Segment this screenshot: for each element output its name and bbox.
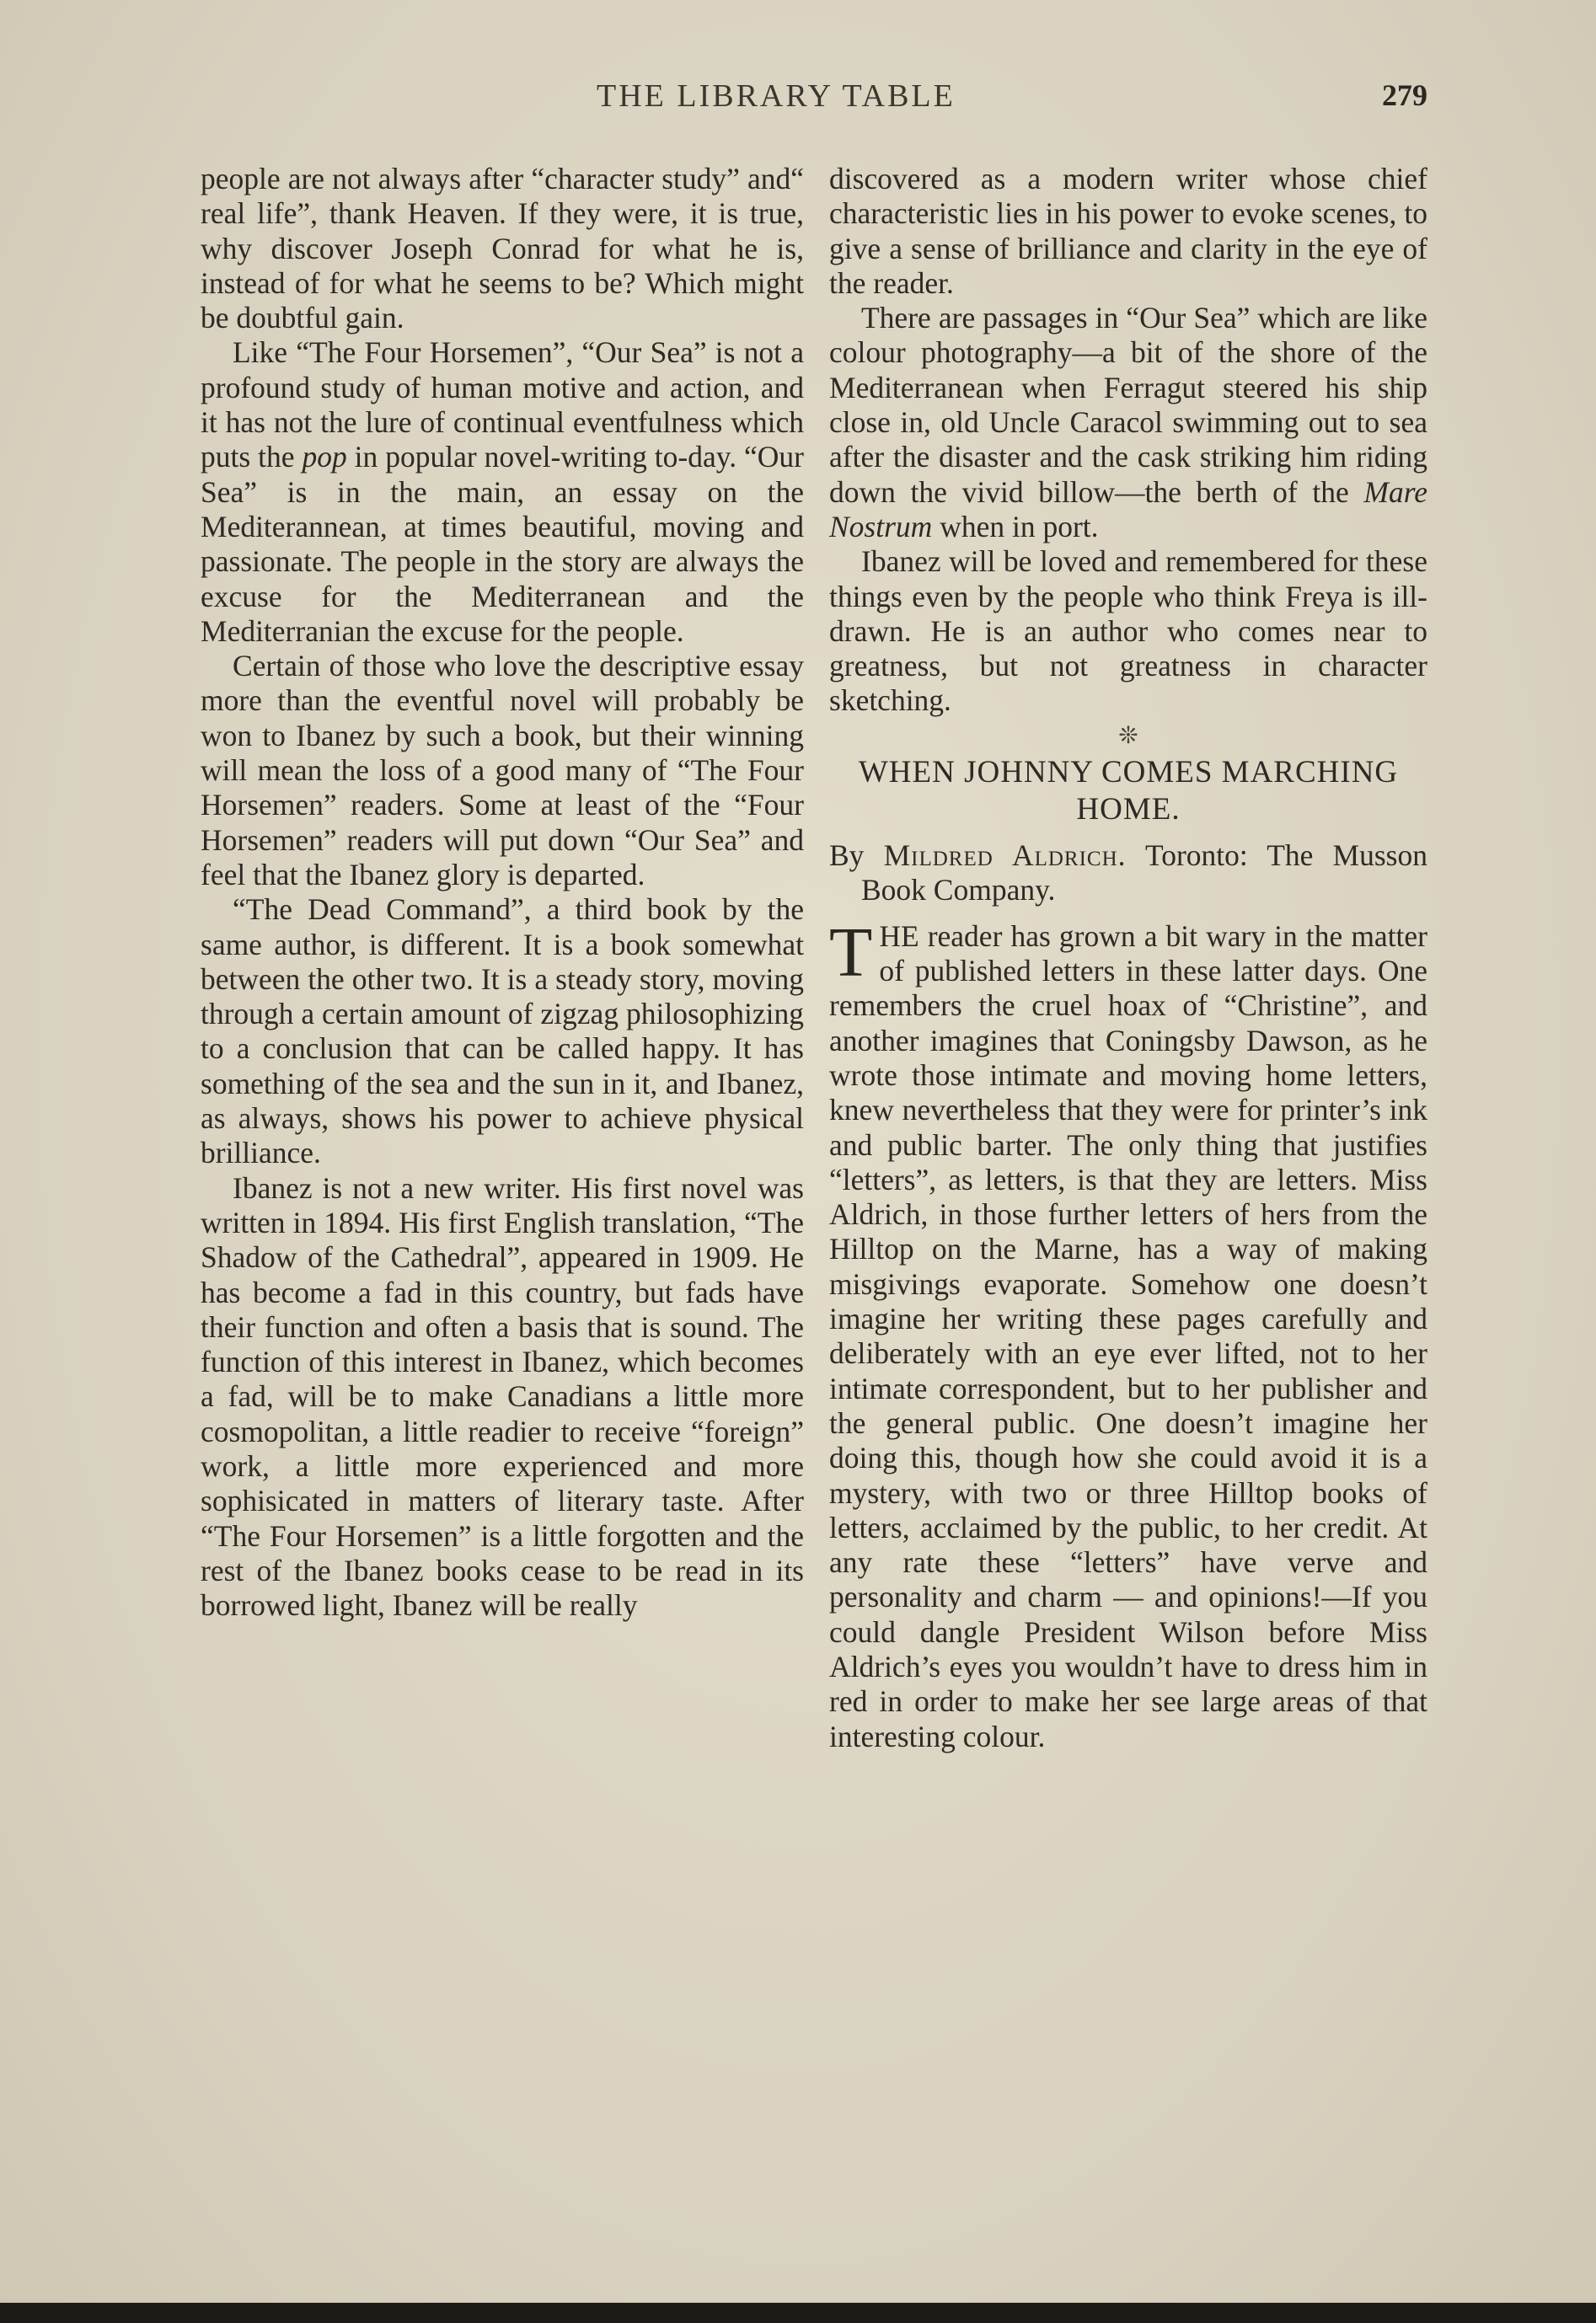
- paragraph: Ibanez will be loved and remembered for these things even by the people who think Freya is ill-drawn. He is an author who comes near to greatness, but not greatness in character sketching.: [829, 544, 1427, 718]
- right-column: [829, 162, 1427, 1754]
- scan-edge: [0, 2303, 1596, 2323]
- byline: By Mildred Aldrich. Toronto: The Musson Book Company.: [829, 838, 1427, 907]
- paragraph: There are passages in “Our Sea” which are like colour photography—a bit of the shore of the Mediterranean when Ferragut steered his ship close in, old Uncle Caracol swimming out to sea after the disaster and the cask striking him riding down the vivid billow—the berth of the Mare Nostrum when in port.: [829, 301, 1427, 543]
- review-title: WHEN JOHNNY COMES MARCHING HOME.: [858, 754, 1399, 827]
- drop-cap: T: [829, 913, 873, 992]
- paragraph: Like “The Four Horsemen”, “Our Sea” is not a profound study of human motive and action, and it has not the lure of continual eventfulness which puts the pop in popular novel-writing to-day. “Our Sea” is in the main, an essay on the Mediterannean, at times beautiful, moving and passionate. The people in the story are always the excuse for the Mediterranean and the Mediterranian the excuse for the people.: [201, 335, 804, 648]
- author-name: Mildred Aldrich.: [883, 838, 1127, 872]
- page-number: 279: [1382, 78, 1427, 112]
- italic-word: pop: [302, 440, 347, 474]
- page-header: [201, 78, 1427, 128]
- section-ornament: ❊: [1118, 722, 1138, 749]
- paragraph: Certain of those who love the descriptive essay more than the eventful novel will probably be won to Ibanez by such a book, but their winning will mean the loss of a good many of “The Four Horsemen” readers. Some at least of the “Four Horsemen” readers will put down “Our Sea” and feel that the Ibanez glory is departed.: [201, 649, 804, 891]
- review-body: THE reader has grown a bit wary in the matter of published letters in these latter days. One remembers the cruel hoax of “Christine”, and another imagines that Coningsby Dawson, as he wrote those intimate and moving home letters, knew nevertheless that they were for printer’s ink and public barter. The only thing that justifies “letters”, as letters, is that they are letters. Miss Aldrich, in those further letters of hers from the Hilltop on the Marne, has a way of making misgivings evaporate. Somehow one doesn’t imagine her writing these pages carefully and deliberately with an eye ever lifted, not to her intimate correspondent, but to her publisher and the general public. One doesn’t imagine her doing this, though how she could avoid it is a mystery, with two or three Hilltop books of letters, acclaimed by the public, to her credit. At any rate these “letters” have verve and personality and charm — and opinions!—If you could dangle President Wilson before Miss Aldrich’s eyes you wouldn’t have to dress him in red in order to make her see large areas of that interesting colour.: [829, 913, 1427, 1753]
- running-head: THE LIBRARY TABLE: [597, 78, 956, 114]
- paragraph: “The Dead Command”, a third book by the same author, is different. It is a book somewhat between the other two. It is a steady story, moving through a certain amount of zigzag philosophizing to a conclusion that can be called happy. It has something of the sea and the sun in it, and Ibanez, as always, shows his power to achieve physical brilliance.: [201, 892, 804, 1170]
- paragraph: discovered as a modern writer whose chief characteristic lies in his power to evoke scenes, to give a sense of brilliance and clarity in the eye of the reader.: [829, 162, 1427, 300]
- italic-phrase: Mare Nostrum: [829, 474, 1427, 543]
- paragraph: Ibanez is not a new writer. His first novel was written in 1894. His first English translation, “The Shadow of the Cathedral”, appeared in 1909. He has become a fad in this country, but fads have their function and often a basis that is sound. The function of this interest in Ibanez, which becomes a fad, will be to make Canadians a little more cosmopolitan, a little readier to receive “foreign” work, a little more experienced and more sophisicated in matters of literary taste. After “The Four Horsemen” is a little forgotten and the rest of the Ibanez books cease to be read in its borrowed light, Ibanez will be really: [201, 1170, 804, 1623]
- left-column: [201, 162, 804, 1623]
- paragraph: people are not always after “character study” and“ real life”, thank Heaven. If they were, it is true, why discover Joseph Conrad for what he is, instead of for what he seems to be? Which might be doubtful gain.: [201, 162, 804, 335]
